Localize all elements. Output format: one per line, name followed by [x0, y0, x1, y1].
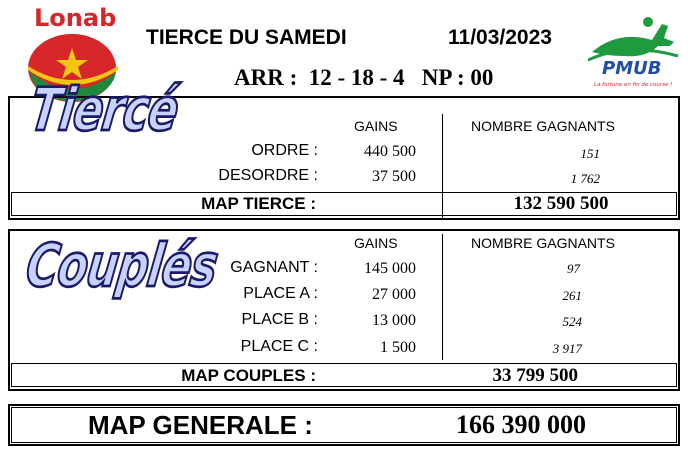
general-map-value: 166 390 000 [456, 410, 586, 439]
couples-section-word: Couplés [22, 232, 222, 301]
couples-row-label: PLACE B : [241, 311, 318, 328]
couples-gains-header: GAINS [354, 235, 398, 251]
lonab-logo-text: Lonab [34, 4, 117, 32]
couples-row-winners: 261 [562, 288, 582, 303]
couples-winners-header: NOMBRE GAGNANTS [471, 235, 615, 251]
couples-row-gain: 27 000 [372, 286, 416, 303]
tierce-map-value: 132 590 500 [513, 193, 609, 214]
couples-map-value: 33 799 500 [492, 365, 578, 386]
couples-row-winners: 524 [562, 314, 582, 329]
tierce-row-label: ORDRE : [251, 142, 318, 159]
couples-row-winners: 3 917 [552, 341, 582, 356]
arrival-order: ARR : 12 - 18 - 4 NP : 00 [234, 65, 494, 90]
couples-row-gain: 1 500 [380, 339, 416, 356]
tierce-row-winners: 151 [580, 146, 600, 161]
tierce-row-gain: 440 500 [364, 143, 416, 160]
couples-row-winners: 97 [567, 261, 580, 276]
pmub-logo-text: PMUB [602, 58, 662, 79]
tierce-gains-header: GAINS [354, 118, 398, 134]
pmub-tagline: La fortune en fin de course ! [594, 82, 673, 88]
tierce-row-gain: 37 500 [372, 168, 416, 185]
tierce-column-divider [442, 114, 443, 218]
tierce-map-label: MAP TIERCE : [201, 194, 316, 213]
couples-row-gain: 145 000 [364, 260, 416, 277]
page-title: TIERCE DU SAMEDI [146, 26, 347, 49]
couples-row-label: PLACE A : [243, 285, 318, 302]
tierce-row-winners: 1 762 [570, 171, 600, 186]
couples-row-gain: 13 000 [372, 312, 416, 329]
tierce-winners-header: NOMBRE GAGNANTS [471, 118, 615, 134]
tierce-row-label: DESORDRE : [218, 167, 318, 184]
pmub-logo [588, 12, 680, 102]
couples-row-label: PLACE C : [240, 338, 318, 355]
couples-map-label: MAP COUPLES : [181, 366, 316, 385]
race-date: 11/03/2023 [448, 26, 552, 49]
general-map-label: MAP GENERALE : [88, 410, 313, 440]
tierce-section-word: Tiercé [26, 76, 183, 145]
couples-row-label: GAGNANT : [230, 259, 318, 276]
couples-column-divider [442, 234, 443, 360]
